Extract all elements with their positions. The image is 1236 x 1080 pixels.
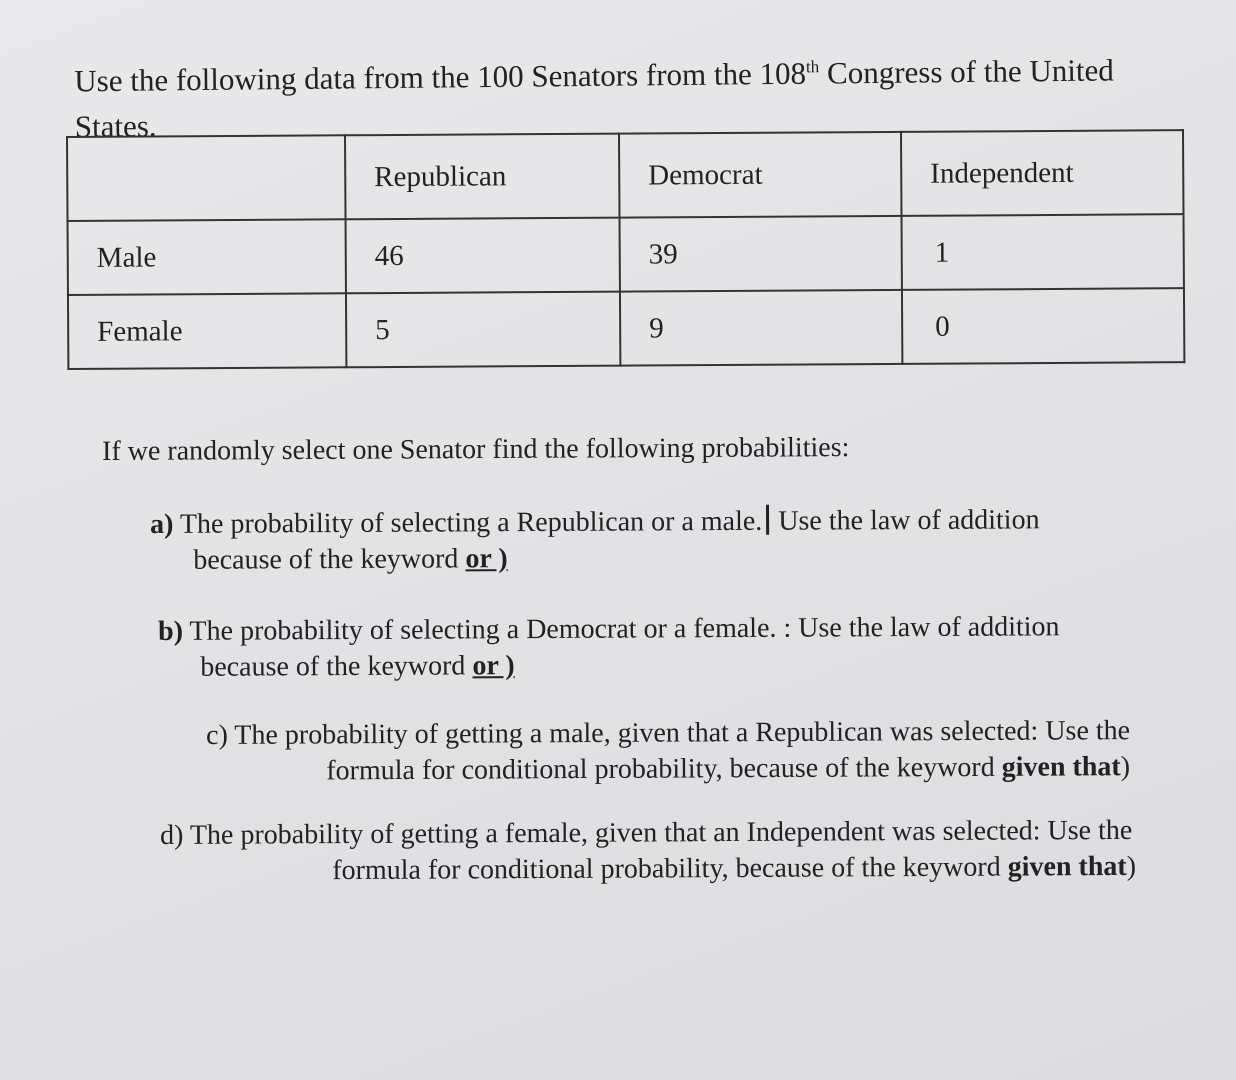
- header-cell-empty: [67, 135, 346, 221]
- question-c-end: ): [1120, 751, 1131, 783]
- question-a: [150, 502, 1040, 579]
- question-a-keyword: or ): [465, 543, 508, 575]
- question-a-note: Use the law of addition: [771, 504, 1040, 537]
- question-b: [158, 609, 1060, 686]
- senators-table: [66, 129, 1185, 370]
- table-header-row: [67, 130, 1183, 221]
- cell-male-independent: 1: [902, 214, 1184, 290]
- question-c: [206, 713, 1130, 790]
- question-b-keyword: or ): [472, 650, 515, 682]
- question-b-letter: b): [158, 615, 184, 647]
- question-b-continuation: [158, 645, 1060, 686]
- table-row: [68, 214, 1184, 295]
- header-cell-democrat: Democrat: [619, 132, 902, 218]
- cell-male-republican: 46: [346, 218, 620, 294]
- question-a-text: The probability of selecting a Republican or a male.: [173, 505, 763, 540]
- question-a-cont-text: because of the keyword: [193, 543, 466, 576]
- intro-text-end: Congress of the United States.: [74, 52, 1114, 145]
- intro-superscript: th: [805, 57, 820, 77]
- intro-text: Use the following data from the 100 Senators from the 108: [74, 55, 807, 99]
- cell-female-democrat: 9: [620, 290, 902, 366]
- cell-female-republican: 5: [346, 292, 620, 368]
- question-prompt: If we randomly select one Senator find the following probabilities:: [102, 432, 850, 467]
- question-d-text: d) The probability of getting a female, given that an Independent was selected: Use the: [160, 814, 1133, 851]
- row-label-female: Female: [68, 293, 346, 369]
- question-b-cont-text: because of the keyword: [200, 650, 473, 683]
- cell-female-independent: 0: [902, 288, 1184, 364]
- question-d-cont-text: formula for conditional probability, because of the keyword: [332, 851, 1008, 887]
- header-cell-republican: Republican: [345, 134, 620, 220]
- header-cell-independent: Independent: [901, 130, 1184, 216]
- table-row: [68, 288, 1184, 369]
- question-c-keyword: given that: [1001, 751, 1121, 783]
- question-c-cont-text: formula for conditional probability, because of the keyword: [326, 751, 1002, 787]
- row-label-male: Male: [68, 219, 346, 295]
- question-d-keyword: given that: [1007, 850, 1127, 883]
- question-c-text: c) The probability of getting a male, given that a Republican was selected: Use the: [206, 715, 1131, 751]
- question-a-letter: a): [150, 508, 174, 540]
- question-d-end: ): [1126, 850, 1137, 882]
- question-a-continuation: [150, 538, 1040, 579]
- text-cursor-icon: [766, 505, 769, 535]
- question-c-continuation: [206, 749, 1130, 790]
- question-d-continuation: [160, 849, 1136, 890]
- cell-male-democrat: 39: [620, 216, 902, 292]
- question-b-text: The probability of selecting a Democrat or a female. : Use the law of addition: [182, 611, 1060, 647]
- question-d: [160, 813, 1136, 890]
